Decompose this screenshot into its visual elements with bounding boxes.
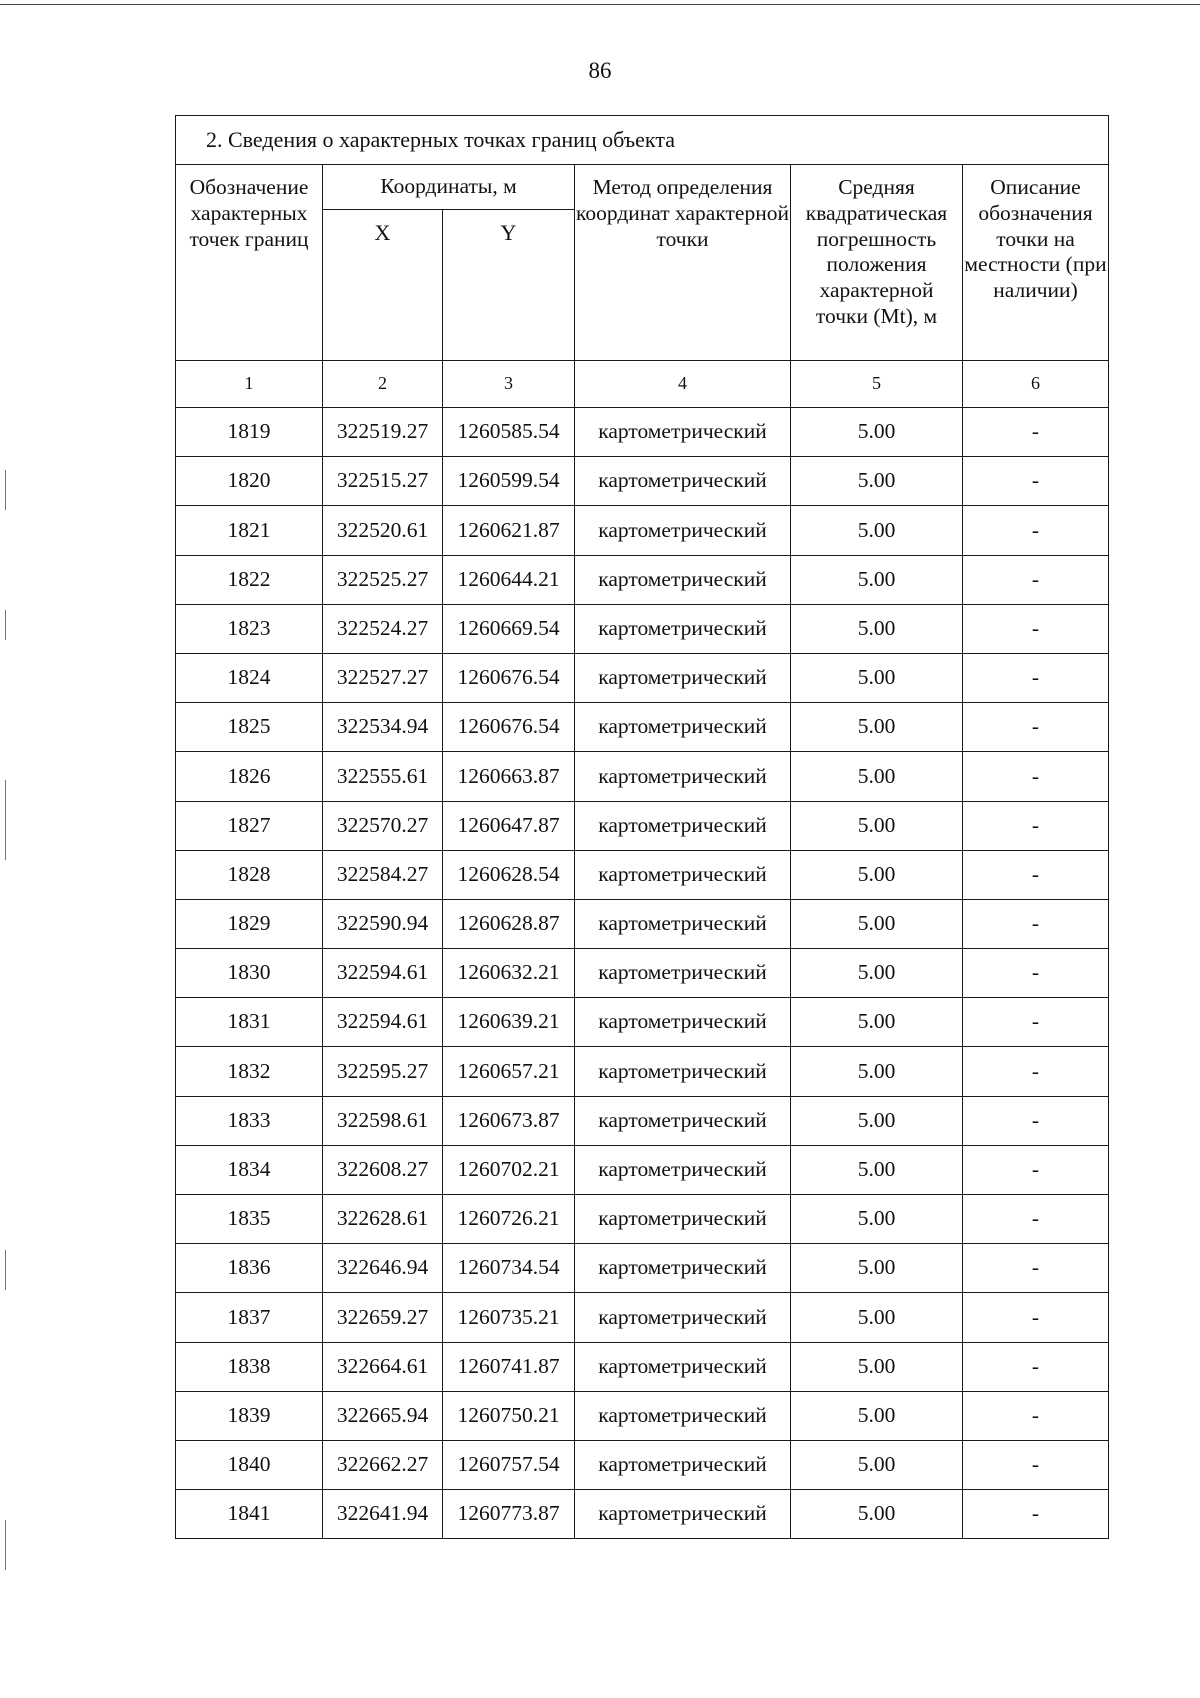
y-coordinate-cell: 1260632.21 [443,949,575,998]
boundary-points-table [175,115,1109,1539]
method-cell: картометрический [575,1096,791,1145]
method-cell: картометрический [575,1391,791,1440]
scan-margin-mark [5,1520,6,1570]
y-coordinate-cell: 1260773.87 [443,1490,575,1539]
column-number: 3 [443,361,575,408]
point-id-cell: 1828 [176,850,323,899]
method-cell: картометрический [575,1145,791,1194]
error-cell: 5.00 [791,506,963,555]
table-row [176,1440,1109,1489]
description-cell: - [963,949,1109,998]
error-cell: 5.00 [791,850,963,899]
x-coordinate-cell: 322598.61 [323,1096,443,1145]
x-coordinate-cell: 322570.27 [323,801,443,850]
table-row [176,1293,1109,1342]
x-coordinate-cell: 322534.94 [323,703,443,752]
error-cell: 5.00 [791,1391,963,1440]
section-title: 2. Сведения о характерных точках границ объекта [176,116,1109,165]
x-coordinate-cell: 322594.61 [323,949,443,998]
point-id-cell: 1824 [176,653,323,702]
error-cell: 5.00 [791,653,963,702]
description-cell: - [963,1096,1109,1145]
column-numbers-row [176,361,1109,408]
description-cell: - [963,506,1109,555]
table-row [176,1195,1109,1244]
description-cell: - [963,408,1109,457]
y-coordinate-cell: 1260673.87 [443,1096,575,1145]
error-cell: 5.00 [791,1047,963,1096]
error-cell: 5.00 [791,703,963,752]
x-coordinate-cell: 322515.27 [323,457,443,506]
header-error: Средняя квадратическая погрешность положения характерной точки (Mt), м [791,165,963,361]
table-row [176,1096,1109,1145]
x-coordinate-cell: 322641.94 [323,1490,443,1539]
x-coordinate-cell: 322519.27 [323,408,443,457]
column-number: 5 [791,361,963,408]
method-cell: картометрический [575,949,791,998]
method-cell: картометрический [575,604,791,653]
table-row [176,555,1109,604]
point-id-cell: 1827 [176,801,323,850]
header-method: Метод определения координат характерной точки [575,165,791,361]
x-coordinate-cell: 322594.61 [323,998,443,1047]
x-coordinate-cell: 322584.27 [323,850,443,899]
method-cell: картометрический [575,1490,791,1539]
table-row [176,801,1109,850]
column-number: 2 [323,361,443,408]
scan-top-edge-line [0,4,1200,5]
header-coordinates: Координаты, м [323,165,575,210]
column-number: 6 [963,361,1109,408]
x-coordinate-cell: 322520.61 [323,506,443,555]
scan-margin-mark [5,1250,6,1290]
method-cell: картометрический [575,555,791,604]
error-cell: 5.00 [791,1195,963,1244]
y-coordinate-cell: 1260750.21 [443,1391,575,1440]
x-coordinate-cell: 322595.27 [323,1047,443,1096]
x-coordinate-cell: 322524.27 [323,604,443,653]
table-row [176,1342,1109,1391]
x-coordinate-cell: 322527.27 [323,653,443,702]
table-row [176,506,1109,555]
y-coordinate-cell: 1260599.54 [443,457,575,506]
method-cell: картометрический [575,752,791,801]
description-cell: - [963,1293,1109,1342]
error-cell: 5.00 [791,1342,963,1391]
header-designation: Обозначение характерных точек границ [176,165,323,361]
method-cell: картометрический [575,1342,791,1391]
table-row [176,1145,1109,1194]
method-cell: картометрический [575,850,791,899]
x-coordinate-cell: 322662.27 [323,1440,443,1489]
y-coordinate-cell: 1260621.87 [443,506,575,555]
point-id-cell: 1825 [176,703,323,752]
description-cell: - [963,801,1109,850]
error-cell: 5.00 [791,752,963,801]
scan-margin-mark [5,610,6,640]
description-cell: - [963,1195,1109,1244]
description-cell: - [963,555,1109,604]
y-coordinate-cell: 1260628.54 [443,850,575,899]
error-cell: 5.00 [791,1293,963,1342]
scan-margin-mark [5,470,6,510]
y-coordinate-cell: 1260639.21 [443,998,575,1047]
x-coordinate-cell: 322525.27 [323,555,443,604]
description-cell: - [963,752,1109,801]
error-cell: 5.00 [791,1440,963,1489]
point-id-cell: 1830 [176,949,323,998]
y-coordinate-cell: 1260647.87 [443,801,575,850]
error-cell: 5.00 [791,949,963,998]
error-cell: 5.00 [791,408,963,457]
error-cell: 5.00 [791,1096,963,1145]
description-cell: - [963,1342,1109,1391]
error-cell: 5.00 [791,457,963,506]
description-cell: - [963,604,1109,653]
point-id-cell: 1820 [176,457,323,506]
method-cell: картометрический [575,801,791,850]
point-id-cell: 1840 [176,1440,323,1489]
column-number: 4 [575,361,791,408]
point-id-cell: 1833 [176,1096,323,1145]
method-cell: картометрический [575,1047,791,1096]
error-cell: 5.00 [791,998,963,1047]
y-coordinate-cell: 1260757.54 [443,1440,575,1489]
y-coordinate-cell: 1260663.87 [443,752,575,801]
description-cell: - [963,1047,1109,1096]
point-id-cell: 1836 [176,1244,323,1293]
point-id-cell: 1837 [176,1293,323,1342]
y-coordinate-cell: 1260676.54 [443,653,575,702]
table-row [176,850,1109,899]
error-cell: 5.00 [791,604,963,653]
error-cell: 5.00 [791,555,963,604]
table-row [176,457,1109,506]
description-cell: - [963,653,1109,702]
point-id-cell: 1826 [176,752,323,801]
table-row [176,1244,1109,1293]
table-row [176,703,1109,752]
header-y: Y [443,210,575,361]
description-cell: - [963,998,1109,1047]
y-coordinate-cell: 1260657.21 [443,1047,575,1096]
method-cell: картометрический [575,703,791,752]
point-id-cell: 1841 [176,1490,323,1539]
y-coordinate-cell: 1260676.54 [443,703,575,752]
header-description: Описание обозначения точки на местности (при наличии) [963,165,1109,361]
point-id-cell: 1835 [176,1195,323,1244]
table-row [176,1391,1109,1440]
x-coordinate-cell: 322664.61 [323,1342,443,1391]
table-row [176,1047,1109,1096]
error-cell: 5.00 [791,1145,963,1194]
table-row [176,949,1109,998]
description-cell: - [963,850,1109,899]
point-id-cell: 1819 [176,408,323,457]
x-coordinate-cell: 322659.27 [323,1293,443,1342]
error-cell: 5.00 [791,1490,963,1539]
description-cell: - [963,1490,1109,1539]
y-coordinate-cell: 1260735.21 [443,1293,575,1342]
point-id-cell: 1822 [176,555,323,604]
y-coordinate-cell: 1260644.21 [443,555,575,604]
y-coordinate-cell: 1260734.54 [443,1244,575,1293]
point-id-cell: 1839 [176,1391,323,1440]
description-cell: - [963,1391,1109,1440]
table-row [176,653,1109,702]
point-id-cell: 1829 [176,899,323,948]
y-coordinate-cell: 1260669.54 [443,604,575,653]
point-id-cell: 1834 [176,1145,323,1194]
error-cell: 5.00 [791,801,963,850]
x-coordinate-cell: 322665.94 [323,1391,443,1440]
page-number: 86 [588,58,612,83]
y-coordinate-cell: 1260741.87 [443,1342,575,1391]
method-cell: картометрический [575,653,791,702]
description-cell: - [963,899,1109,948]
column-number: 1 [176,361,323,408]
method-cell: картометрический [575,457,791,506]
method-cell: картометрический [575,899,791,948]
method-cell: картометрический [575,506,791,555]
method-cell: картометрический [575,1244,791,1293]
table-row [176,408,1109,457]
description-cell: - [963,1440,1109,1489]
y-coordinate-cell: 1260702.21 [443,1145,575,1194]
table-row [176,1490,1109,1539]
scan-margin-mark [5,780,6,860]
error-cell: 5.00 [791,1244,963,1293]
table-row [176,604,1109,653]
table-row [176,752,1109,801]
x-coordinate-cell: 322646.94 [323,1244,443,1293]
x-coordinate-cell: 322628.61 [323,1195,443,1244]
method-cell: картометрический [575,1440,791,1489]
method-cell: картометрический [575,1293,791,1342]
point-id-cell: 1838 [176,1342,323,1391]
y-coordinate-cell: 1260726.21 [443,1195,575,1244]
description-cell: - [963,1145,1109,1194]
x-coordinate-cell: 322555.61 [323,752,443,801]
method-cell: картометрический [575,408,791,457]
table-row [176,998,1109,1047]
description-cell: - [963,1244,1109,1293]
method-cell: картометрический [575,998,791,1047]
x-coordinate-cell: 322590.94 [323,899,443,948]
point-id-cell: 1832 [176,1047,323,1096]
method-cell: картометрический [575,1195,791,1244]
description-cell: - [963,703,1109,752]
x-coordinate-cell: 322608.27 [323,1145,443,1194]
table-row [176,899,1109,948]
point-id-cell: 1821 [176,506,323,555]
description-cell: - [963,457,1109,506]
point-id-cell: 1831 [176,998,323,1047]
error-cell: 5.00 [791,899,963,948]
y-coordinate-cell: 1260628.87 [443,899,575,948]
header-x: X [323,210,443,361]
point-id-cell: 1823 [176,604,323,653]
y-coordinate-cell: 1260585.54 [443,408,575,457]
